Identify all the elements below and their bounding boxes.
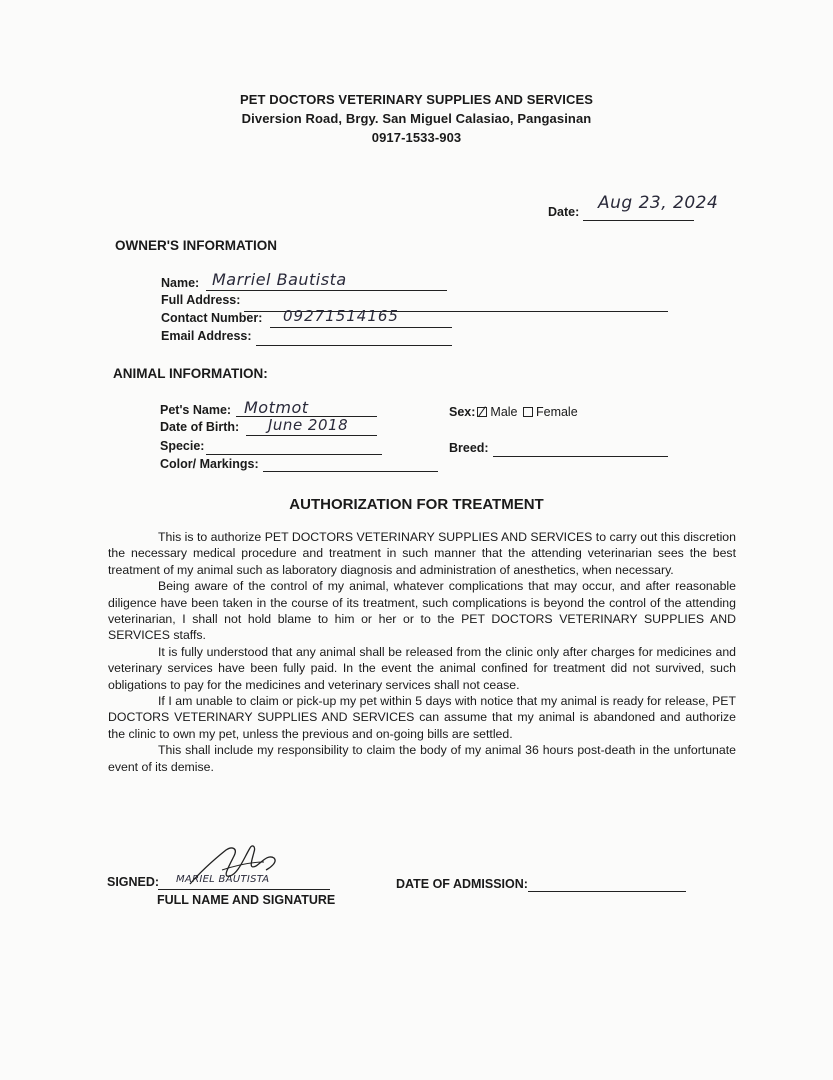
- owner-name-value[interactable]: Marriel Bautista: [212, 270, 347, 289]
- sex-male-label: Male: [490, 405, 518, 419]
- signature-caption: FULL NAME AND SIGNATURE: [157, 893, 336, 907]
- pet-name-label: Pet's Name:: [160, 403, 232, 417]
- sex-field: [449, 405, 578, 419]
- sex-female-checkbox[interactable]: [523, 407, 533, 417]
- authorization-paragraph: Being aware of the control of my animal, whatever complications that may occur, and after reasonable diligence have been taken in the course of its treatment, such complications is beyond the control of the attending veterinarian, I shall not hold blame to him or her or to the PET DOCTORS VETERINARY SUPPLIES AND SERVICES staffs.: [108, 579, 736, 643]
- signed-name-value[interactable]: MARIEL BAUTISTA: [176, 874, 270, 885]
- company-name: PET DOCTORS VETERINARY SUPPLIES AND SERVICES: [239, 92, 594, 107]
- owner-contact-value[interactable]: 09271514165: [283, 307, 399, 325]
- authorization-title: AUTHORIZATION FOR TREATMENT: [289, 496, 544, 513]
- sex-female-label: Female: [535, 405, 578, 419]
- specie-label: Specie:: [160, 439, 205, 453]
- owner-email-label: Email Address:: [161, 329, 252, 343]
- owner-address-label: Full Address:: [161, 293, 241, 307]
- owner-contact-line: [270, 327, 452, 328]
- company-address: Diversion Road, Brgy. San Miguel Calasiao, Pangasinan: [241, 111, 592, 126]
- sex-label: Sex:: [449, 405, 476, 419]
- owner-email-line: [256, 345, 452, 346]
- owner-name-label: Name:: [161, 276, 200, 290]
- breed-line: [493, 456, 668, 457]
- signature-scribble-icon: [182, 840, 292, 892]
- owner-section-title: OWNER'S INFORMATION: [115, 238, 277, 253]
- admission-date-line: [528, 891, 686, 892]
- dob-label: Date of Birth:: [160, 420, 240, 434]
- company-phone: 0917-1533-903: [371, 130, 462, 145]
- signed-label: SIGNED:: [107, 875, 160, 889]
- date-value[interactable]: Aug 23, 2024: [598, 193, 719, 213]
- color-label: Color/ Markings:: [160, 457, 259, 471]
- authorization-paragraph: This is to authorize PET DOCTORS VETERINARY SUPPLIES AND SERVICES to carry out this discretion the necessary medical procedure and treatment in such manner that the attending veterinarian sees the best treatment of my animal such as laboratory diagnosis and administration of anesthetics, when necessary.: [108, 530, 736, 577]
- authorization-paragraph: It is fully understood that any animal shall be released from the clinic only after charges for medicines and veterinary services have been fully paid. In the event the animal confined for treatment did not survived, such obligations to pay for the medicines and veterinary services shall not cease.: [108, 644, 736, 692]
- authorization-paragraph: This shall include my responsibility to claim the body of my animal 36 hours post-death in the unfortunate event of its demise.: [108, 743, 736, 774]
- breed-label: Breed:: [449, 441, 489, 455]
- owner-name-line: [206, 290, 447, 291]
- admission-date-label: DATE OF ADMISSION:: [396, 877, 528, 891]
- specie-line: [206, 454, 382, 455]
- date-label: Date:: [548, 205, 580, 219]
- dob-line: [246, 435, 377, 436]
- dob-value[interactable]: June 2018: [268, 416, 349, 434]
- owner-contact-label: Contact Number:: [161, 311, 263, 325]
- color-line: [263, 471, 438, 472]
- date-line: [583, 220, 694, 221]
- authorization-body: [108, 529, 736, 775]
- authorization-paragraph: If I am unable to claim or pick-up my pet within 5 days with notice that my animal is ready for release, PET DOCTORS VETERINARY SUPPLIES AND SERVICES can assume that my animal is abandoned and authorize the clinic to own my pet, unless the previous and on-going bills are settled.: [108, 694, 736, 741]
- sex-male-checkbox[interactable]: [477, 407, 487, 417]
- pet-name-value[interactable]: Motmot: [244, 398, 309, 417]
- animal-section-title: ANIMAL INFORMATION:: [113, 366, 268, 381]
